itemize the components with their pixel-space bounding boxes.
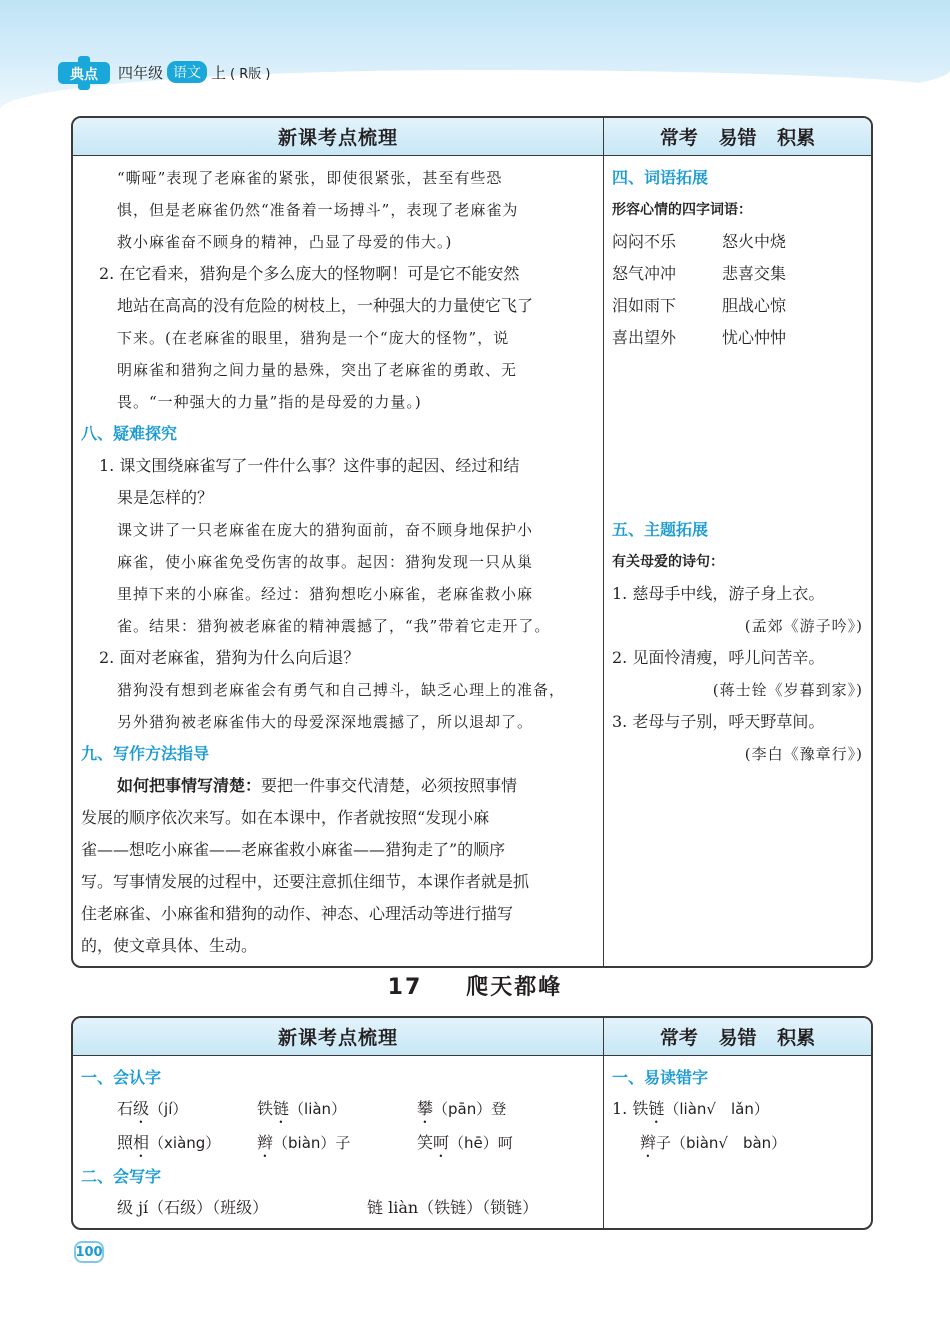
char-item: 攀 (417, 1099, 434, 1118)
header-right: 常考 易错 积累 (659, 1027, 816, 1049)
header-left: 新课考点梳理 (73, 118, 604, 155)
text-line: 的，使文章具体、生动。 (81, 936, 258, 955)
sub-heading: 有关母爱的诗句： (612, 554, 724, 570)
write-row (81, 1192, 595, 1223)
left-column (73, 156, 604, 968)
term-label: 上 (211, 63, 227, 82)
box-header (73, 118, 871, 156)
word-item: 喜出望外 (612, 328, 677, 347)
left-column (73, 1056, 604, 1230)
section-heading: 九、写作方法指导 (81, 744, 210, 763)
char-item: 辫 (257, 1133, 274, 1152)
bold-lead: 如何把事情写清楚： (117, 776, 262, 795)
right-column (604, 156, 871, 968)
answer-line: 雀。结果：猎狗被老麻雀的精神震撼了，“我”带着它走开了。 (117, 617, 551, 635)
edition-label: ( R版 ) (230, 66, 271, 82)
answer-line: 课文讲了一只老麻雀在庞大的猎狗面前，奋不顾身地保护小 (117, 521, 534, 539)
chapter-name: 爬天都峰 (466, 975, 563, 1000)
section-heading: 五、主题拓展 (612, 520, 709, 539)
text-line: 要把一件事交代清楚，必须按照事情 (261, 776, 518, 795)
question-line: 地站在高高的没有危险的树枝上，一种强大的力量使它飞了 (117, 296, 534, 315)
write-item: 链 liàn（铁链）（锁链） (367, 1198, 539, 1217)
text-line: 发展的顺序依次来写。如在本课中，作者就按照“发现小麻 (81, 808, 490, 827)
lesson17-box (71, 1016, 873, 1230)
word-item: 闷闷不乐 (612, 232, 677, 251)
char-item: 相 (133, 1133, 150, 1152)
section-heading: 八、疑难探究 (81, 424, 178, 443)
word-item: 泪如雨下 (612, 296, 677, 315)
char-item: 链 (273, 1099, 290, 1118)
poem-line: 2. 见面怜清瘦，呼儿问苦辛。 (612, 648, 825, 667)
question-line: 1. 课文围绕麻雀写了一件什么事？这件事的起因、经过和结 (99, 456, 520, 475)
poem-source: (李白《豫章行》) (744, 745, 863, 763)
text-line: 惧，但是老麻雀仍然“准备着一场搏斗”，表现了老麻雀为 (117, 201, 519, 219)
text-line: 救小麻雀奋不顾身的精神，凸显了母爱的伟大。) (117, 233, 453, 251)
answer-line: 另外猎狗被老麻雀伟大的母爱深深地震撼了，所以退却了。 (117, 713, 534, 731)
text-line: 下来。(在老麻雀的眼里，猎狗是一个“庞大的怪物”，说 (117, 329, 510, 347)
char-item: 链 (648, 1099, 665, 1118)
right-column: 一、易读错字 1. 铁链（liàn√ lǎn） 辫子（biàn√ bàn） (604, 1056, 871, 1230)
text-line: 写。写事情发展的过程中，还要注意抓住细节，本课作者就是抓 (81, 872, 530, 891)
box-header (73, 1018, 871, 1056)
question-line: 果是怎样的？ (117, 488, 214, 507)
answer-line: 里掉下来的小麻雀。经过：猎狗想吃小麻雀，老麻雀救小麻 (117, 585, 534, 603)
write-item: 级 jí（石级）（班级） (117, 1198, 269, 1217)
text-line: “嘶哑”表现了老麻雀的紧张，即使很紧张，甚至有些恐 (117, 169, 503, 187)
page-number: 100 (74, 1241, 104, 1263)
section-heading: 二、会写字 (81, 1167, 162, 1186)
char-row: 石级（jí） 铁链（liàn） 攀（pān）登 (117, 1099, 507, 1118)
chapter-title (0, 970, 950, 1001)
sub-heading: 形容心情的四字词语： (612, 202, 752, 218)
word-item: 悲喜交集 (722, 264, 787, 283)
section-heading: 一、易读错字 (612, 1068, 709, 1087)
word-item: 忧心忡忡 (722, 328, 787, 347)
poem-line: 1. 慈母手中线，游子身上衣。 (612, 584, 825, 603)
question-line: 2. 在它看来，猎狗是个多么庞大的怪物啊！可是它不能安然 (99, 264, 520, 283)
char-item: 呵 (433, 1133, 450, 1152)
grade-label: 四年级 (118, 63, 164, 82)
word-item: 胆战心惊 (722, 296, 787, 315)
header-right: 常考 易错 积累 (659, 127, 816, 149)
char-item: 辫 (640, 1133, 657, 1152)
header-left: 新课考点梳理 (73, 1018, 604, 1055)
poem-source: (蒋士铨《岁暮到家》) (712, 681, 863, 699)
section-heading: 四、词语拓展 (612, 168, 709, 187)
text-line: 畏。“一种强大的力量”指的是母爱的力量。) (117, 393, 422, 411)
section-heading: 一、会认字 (81, 1068, 162, 1087)
poem-source: (孟郊《游子吟》) (744, 617, 863, 635)
book-label (118, 61, 270, 83)
text-line: 雀——想吃小麻雀——老麻雀救小麻雀——猎狗走了”的顺序 (81, 840, 506, 859)
subject-pill: 语文 (167, 61, 207, 83)
logo-icon (58, 56, 110, 90)
word-grid (612, 226, 863, 354)
text-line: 住老麻雀、小麻雀和猎狗的动作、神态、心理活动等进行描写 (81, 904, 514, 923)
answer-line: 麻雀，使小麻雀免受伤害的故事。起因：猎狗发现一只从巢 (117, 553, 534, 571)
answer-line: 猎狗没有想到老麻雀会有勇气和自己搏斗，缺乏心理上的准备， (117, 681, 566, 699)
poem-line: 3. 老母与子别，呼天野草间。 (612, 712, 825, 731)
text-line: 明麻雀和猎狗之间力量的悬殊，突出了老麻雀的勇敢、无 (117, 361, 518, 379)
char-row: 照相（xiàng） 辫（biàn）子 笑呵（hē）呵 (117, 1133, 513, 1152)
chapter-number: 17 (387, 975, 423, 1000)
word-item: 怒火中烧 (722, 232, 787, 251)
word-item: 怒气冲冲 (612, 264, 677, 283)
question-line: 2. 面对老麻雀，猎狗为什么向后退？ (99, 648, 360, 667)
logo-text: 典点 (70, 67, 98, 83)
char-item: 级 (133, 1099, 150, 1118)
lesson16-box (71, 116, 873, 968)
